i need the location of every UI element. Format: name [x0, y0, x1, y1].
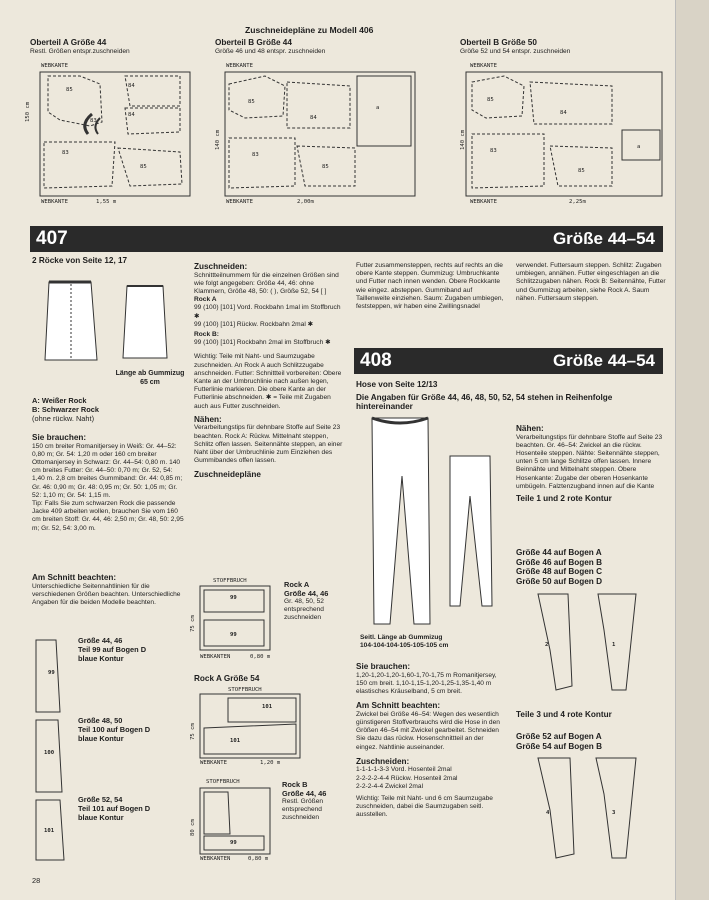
height-label: 140 cm	[460, 129, 466, 150]
piece-label: 85	[248, 99, 255, 105]
piece-label: 101	[262, 704, 273, 710]
piece-label: 85	[140, 164, 147, 170]
fold-label: STOFFBRUCH	[206, 779, 240, 785]
materials-408: Sie brauchen: 1,20-1,20-1,20-1,60-1,70-1,75 m Romanitjersey, 150 cm breit. 1,10-1,15-1,20-1,25-1,35-1,40 m elastisches Kräuselband, 5 cm breit. Am Schnitt beachten: Zwickel bei Größe 46–54: Wegen des wesentlich günstigeren Stoffverbrauchs wird die Hose in den Größen 46–54 mit Zwickel gearbeitet. Schneiden Sie dazu das rückw. Hosenschnittteil an der eingez. Nahtlinie auseinander. Zuschneiden: 1-1-1-1-3-3 Vord. Hosenteil 2mal 2-2-2-2-4-4 Rückw. Hosenteil 2mal 2-2-2-4-4 Zwickel 2mal Wichtig: Teile mit Naht- und 6 cm Saumzugabe zuschneiden, dabei die Saumzugaben seitl. ausstellen.	[356, 662, 500, 819]
plan-b44-diagram	[215, 62, 415, 212]
piece-label: 84	[128, 112, 135, 118]
rock-a-plan	[198, 584, 278, 658]
s407-col1	[32, 256, 182, 266]
text: Unterschiedliche Seitennahtlinien für die verschiedenen Größen beachten. Unterschiedliche Angaben für die beiden Modelle beachten.	[32, 582, 181, 606]
piece-label: 83	[490, 148, 497, 154]
model-number: 408	[360, 350, 392, 371]
trouser-length: Seitl. Länge ab Gummizug 104-104-104-105-105-105 cm	[360, 634, 449, 650]
materials-407	[32, 433, 184, 533]
bottom-label: WEBKANTEN	[200, 856, 231, 862]
piece-label: 84	[128, 83, 135, 89]
piece-label: 85	[66, 87, 73, 93]
piece-label: 85	[487, 97, 494, 103]
kontur-heading-2: Teile 3 und 4 rote Kontur	[516, 710, 612, 719]
rock-b-plan	[198, 786, 278, 858]
width-label: 0,80 m	[250, 654, 271, 660]
width-label: 1,55 m	[96, 199, 117, 205]
plan-note: Größe 46 und 48 entspr. zuschneiden	[215, 47, 326, 55]
webkante-bottom-label: WEBKANTE	[470, 199, 497, 205]
skirt-b-note: (ohne rückw. Naht)	[32, 414, 95, 423]
plan-note: Restl. Größen entspr.zuschneiden	[30, 47, 130, 55]
plan-oberteil-b44	[215, 38, 415, 56]
plan-title: Oberteil B Größe 44	[215, 38, 292, 47]
piece-label: 3	[612, 810, 616, 816]
piece-label: 99	[230, 840, 237, 846]
piece-label: 4	[546, 810, 550, 816]
section-title: 2 Röcke von Seite 12, 17	[32, 256, 128, 265]
page-number: 28	[32, 876, 41, 885]
piece-label: 101	[44, 828, 55, 834]
fold-label: STOFFBRUCH	[228, 687, 262, 693]
model-number: 407	[36, 228, 68, 249]
schnitt-407	[32, 573, 184, 607]
section-407-header	[30, 226, 663, 252]
width-label: 1,20 m	[260, 760, 281, 766]
webkante-bottom-label: WEBKANTE	[41, 199, 68, 205]
height-label: 75 cm	[190, 723, 196, 740]
s408-title-block: Hose von Seite 12/13 Die Angaben für Größe 44, 46, 48, 50, 52, 54 stehen in Reihenfolge hintereinander	[356, 380, 613, 412]
rock-a-plan-info: Rock A Größe 44, 46 Gr. 48, 50, 52 entsprechend zuschneiden	[284, 580, 329, 622]
tip-text: Tip: Falls Sie zum schwarzen Rock die passende Jacke 409 arbeiten wollen, brauchen Sie vom 160 cm breiten Stoff: Gr. 44, 46: 2,50 m; Gr. 48, 50: 2,95 m; Gr. 52, 54: 3,00 m.	[32, 500, 184, 532]
kontur-list-2: Größe 52 auf Bogen A Größe 54 auf Bogen B	[516, 732, 602, 751]
piece-label: 99	[230, 595, 237, 601]
piece-label: a	[376, 105, 380, 111]
length-label: Länge ab Gummizug 65 cm	[115, 370, 185, 386]
piece-label: 99	[230, 632, 237, 638]
s407-col4-text: verwendet. Futtersaum steppen. Schlitz: Zugaben umbiegen, annähen. Futter eingeschlagen an die Schlitzzugaben nähen. Rock B: Seitennähte, Futter und Gummizug arbeiten, siehe Rock A. Saum nähen. Futtersaum steppen.	[516, 262, 666, 302]
pattern-pieces-3-4	[520, 754, 660, 864]
plan-title: Oberteil A Größe 44	[30, 38, 107, 47]
piece-label: 83	[90, 118, 97, 124]
size-range: Größe 44–54	[552, 229, 655, 248]
bottom-label: WEBKANTEN	[200, 654, 231, 660]
kontur-entry: Größe 44, 46 Teil 99 auf Bogen D blaue Kontur	[78, 636, 147, 663]
piece-label: 2	[545, 642, 549, 648]
page-title: Zuschneidepläne zu Modell 406	[245, 25, 374, 35]
pattern-pieces-1-2	[520, 590, 660, 700]
piece-label: 101	[230, 738, 241, 744]
webkante-top-label: WEBKANTE	[470, 63, 497, 69]
heading: Sie brauchen:	[32, 433, 87, 442]
piece-label: a	[637, 144, 641, 150]
plan-note: Größe 52 und 54 entspr. zuschneiden	[460, 47, 571, 55]
bottom-label: WEBKANTE	[200, 760, 227, 766]
piece-label: 99	[48, 670, 55, 676]
rock-a54-plan	[198, 692, 308, 764]
s407-col2: Zuschneiden: Schnittteilnummern für die einzelnen Größen sind wie folgt angegeben: Größe 44, 46: ohne Klammern, Größe 48, 50: ( ), Größe 52, 54 [ ] Rock A 99 (100) [101] Vord. Rockbahn 1mal im Stoffbruch ✱ 99 (100) [101] Rückw. Rockbahn 2mal ✱ Rock B: 99 (100) [101] Rockbahn 2mal im Stoffbruch ✱ Wichtig: Teile mit Naht- und Saumzugabe zuschneiden. An Rock A auch Schlitzzugabe anschneiden. Futter: Schnittteil vorbereiten: Obere Kante an der Umbruchlinie nach außen legen, Futterlinie markieren. Die obere Kante an der Futterlinie abschneiden. ✱ = Teile mit Zugaben auch aus Futter zuschneiden. Nähen: Verarbeitungstips für dehnbare Stoffe auf Seite 23 beachten. Rock A: Rückw. Mittelnaht steppen, Schlitz offen lassen. Seitennähte steppen, an einer Naht über der Umbruchlinie zum Einziehen des Gummibandes offen lassen. Zuschneidepläne	[194, 262, 343, 480]
s407-col3-text: Futter zusammensteppen, rechts auf rechts an die obere Kante steppen. Gummizug: Umbruchkante und Futter nach innen wenden. Obere Rockkante wie eingez. absteppen. Gummiband auf Taillenweite einziehen. Saum: Zugaben umbiegen, feststeppen, wir haben eine Zwillingsnadel	[356, 262, 504, 311]
rock-b-plan-info: Rock B Größe 44, 46 Restl. Größen entsprechend zuschneiden	[282, 780, 327, 822]
skirt-b-label: B: Schwarzer Rock	[32, 405, 99, 414]
skirt-illustrations	[35, 272, 185, 372]
webkante-bottom-label: WEBKANTE	[226, 199, 253, 205]
webkante-top-label: WEBKANTE	[41, 63, 68, 69]
width-label: 2,25m	[569, 199, 586, 205]
heading: Am Schnitt beachten:	[32, 573, 117, 582]
skirt-a-label: A: Weißer Rock	[32, 396, 87, 405]
plan-oberteil-b50	[460, 38, 670, 56]
text: 150 cm breiter Romanitjersey in Weiß: Gr. 44–52: 0,80 m; Gr. 54: 1,20 m oder 160 cm breiter Ottomanjersey in Schwarz: Gr. 44–54: 0,80 m. 140 cm breites Futter: Gr. 44–50: 0,70 m; Gr. 52, 54: 1,40 m. 2,8 cm breites Gummiband: Gr. 44: 0,85 m; Gr. 46: 0,90 m; Gr. 48: 0,95 m; Gr. 50: 1,05 m; Gr. 52: 1,10 m; Gr. 54: 1,15 m.	[32, 442, 183, 499]
plan-a-diagram	[30, 62, 215, 212]
height-label: 140 cm	[215, 129, 221, 150]
width-label: 2,00m	[297, 199, 314, 205]
height-label: 150 cm	[25, 101, 31, 122]
size-range: Größe 44–54	[552, 351, 655, 370]
piece-label: 84	[560, 110, 567, 116]
piece-label: 85	[578, 168, 585, 174]
webkante-top-label: WEBKANTE	[226, 63, 253, 69]
trousers-illustration	[360, 406, 510, 636]
kontur-entry: Größe 52, 54 Teil 101 auf Bogen D blaue Kontur	[78, 795, 151, 822]
plan-b50-diagram	[462, 62, 672, 212]
fold-label: STOFFBRUCH	[213, 578, 247, 584]
piece-label: 1	[612, 642, 616, 648]
plan-title: Rock A Größe 54	[194, 674, 260, 683]
piece-label: 83	[62, 150, 69, 156]
kontur-list-1: Größe 44 auf Bogen A Größe 46 auf Bogen B Größe 48 auf Bogen C Größe 50 auf Bogen D	[516, 548, 602, 586]
height-label: 80 cm	[190, 819, 196, 836]
piece-label: 84	[310, 115, 317, 121]
plan-title: Oberteil B Größe 50	[460, 38, 537, 47]
piece-label: 85	[322, 164, 329, 170]
kontur-entry: Größe 48, 50 Teil 100 auf Bogen D blaue Kontur	[78, 716, 151, 743]
section-408-header	[354, 348, 663, 374]
piece-label: 100	[44, 750, 55, 756]
piece-label: 83	[252, 152, 259, 158]
plan-oberteil-a	[30, 38, 210, 56]
height-label: 75 cm	[190, 615, 196, 632]
adjacent-page-edge	[675, 0, 709, 900]
width-label: 0,80 m	[248, 856, 269, 862]
s408-naehen: Nähen: Verarbeitungstips für dehnbare Stoffe auf Seite 23 beachten. Gr. 46–54: Zwickel an die rückw. Hosenteile steppen. Nähte: Seitennähte steppen, unten 5 cm lange Schlitze offen lassen. Innere Beinnähte und Mittelnaht steppen. Obere Hosenkante: Zugabe der oberen Hosenkante umbügeln. Falztenzugband innen auf die Kante Teile 1 und 2 rote Kontur	[516, 424, 663, 504]
